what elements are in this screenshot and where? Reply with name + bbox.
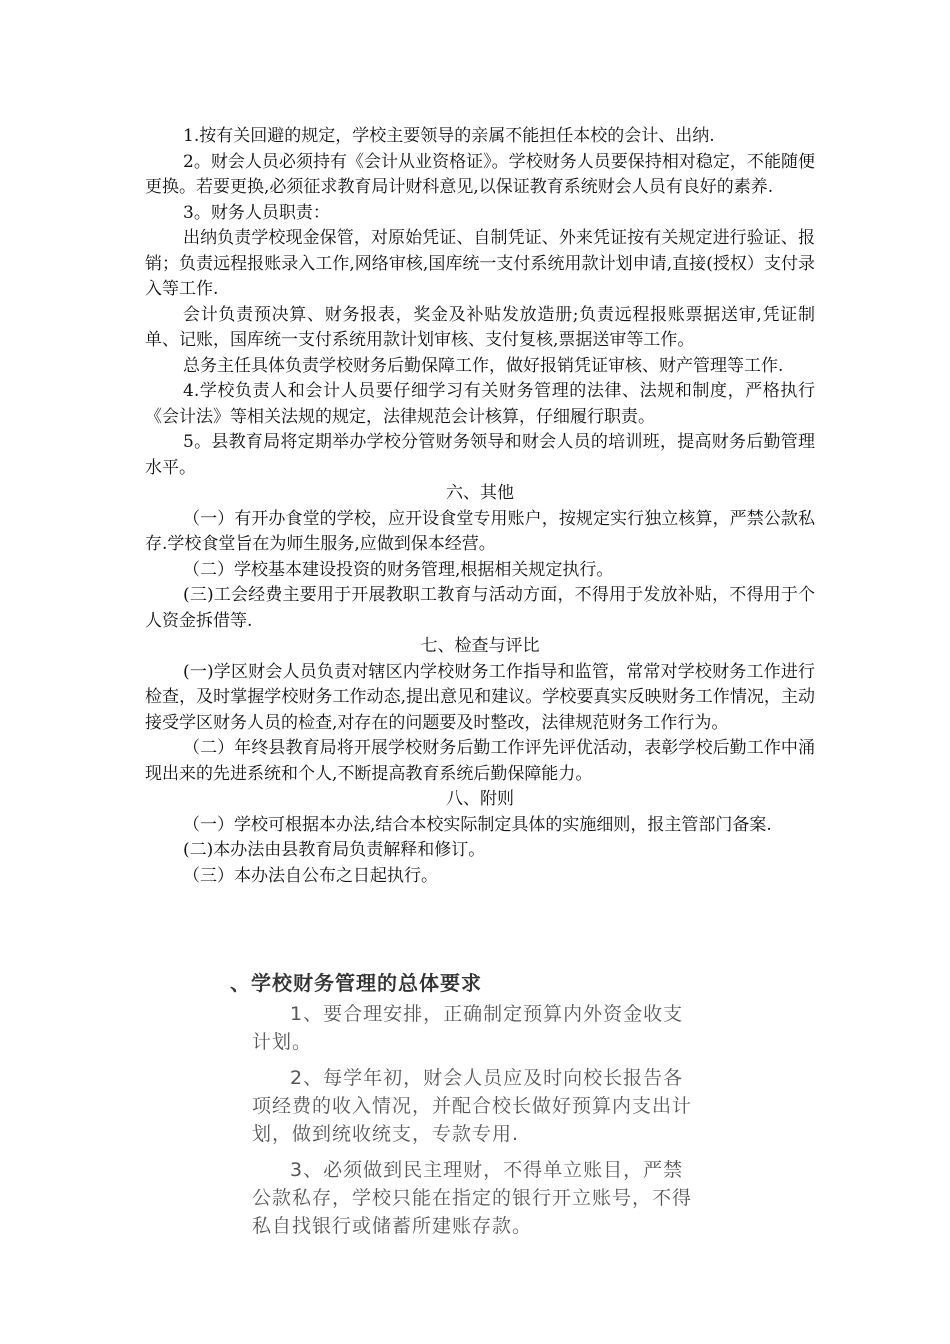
- requirement-report: 2、每学年初，财会人员应及时向校长报告各项经费的收入情况，并配合校长做好预算内支出计划，做到统收统支，专款专用.: [252, 1067, 693, 1145]
- section-heading-other: 六、其他: [446, 483, 514, 503]
- requirement-budget: 1、要合理安排，正确制定预算内外资金收支计划。: [252, 1003, 684, 1053]
- main-body-text: [145, 124, 815, 889]
- section-heading-inspection: 七、检查与评比: [420, 636, 540, 656]
- paragraph-duties-heading: 3。财务人员职责：: [183, 202, 330, 223]
- paragraph-director-duties: 总务主任具体负责学校财务后勤保障工作，做好报销凭证审核、财产管理等工作.: [183, 355, 784, 376]
- paragraph-construction: （二）学校基本建设投资的财务管理,根据相关规定执行。: [183, 559, 614, 580]
- paragraph-supervision: (一)学区财会人员负责对辖区内学校财务工作指导和监管，常常对学校财务工作进行检查，及时掌握学校财务工作动态,提出意见和建议。学校要真实反映财务工作情况，主动接受学区财务人员的检查,对存在的问题要及时整改，法律规范财务工作行为。: [145, 661, 815, 733]
- paragraph-evaluation: （二）年终县教育局将开展学校财务后勤工作评先评优活动，表彰学校后勤工作中涌现出来的先进系统和个人,不断提高教育系统后勤保障能力。: [145, 738, 815, 784]
- general-requirements-section: [230, 968, 693, 1248]
- paragraph-training: 5。县教育局将定期举办学校分管财务领导和财会人员的培训班，提高财务后勤管理水平。: [145, 432, 815, 478]
- paragraph-canteen: （一）有开办食堂的学校，应开设食堂专用账户，按规定实行独立核算，严禁公款私存.学校食堂旨在为师生服务,应做到保本经营。: [145, 508, 815, 554]
- paragraph-accountant-duties: 会计负责预决算、财务报表，奖金及补贴发放造册;负责远程报账票据送审,凭证制单、记账，国库统一支付系统用款计划审核、支付复核,票据送审等工作。: [145, 304, 815, 350]
- paragraph-cashier-duties: 出纳负责学校现金保管，对原始凭证、自制凭证、外来凭证按有关规定进行验证、报销；负责远程报账录入工作,网络审核,国库统一支付系统用款计划申请,直接(授权）支付录入等工作.: [145, 228, 815, 299]
- paragraph-effective-date: （三）本办法自公布之日起执行。: [183, 865, 438, 886]
- paragraph-avoidance-rule: 1.按有关回避的规定，学校主要领导的亲属不能担任本校的会计、出纳.: [183, 126, 715, 146]
- paragraph-certificate-requirement: 2。财会人员必须持有《会计从业资格证》。学校财务人员要保持相对稳定，不能随便更换。若要更换,必须征求教育局计财科意见,以保证教育系统财会人员有良好的素养.: [145, 151, 815, 197]
- paragraph-union-funds: (三)工会经费主要用于开展教职工教育与活动方面，不得用于发放补贴，不得用于个人资金拆借等.: [145, 585, 815, 631]
- general-requirements-title: 、学校财务管理的总体要求: [230, 971, 482, 995]
- paragraph-study-regulations: 4.学校负责人和会计人员要仔细学习有关财务管理的法律、法规和制度，严格执行《会计法》等相关法规的规定，法律规范会计核算，仔细履行职责。: [145, 381, 815, 427]
- requirement-democratic-finance: 3、必须做到民主理财，不得单立账目，严禁公款私存，学校只能在指定的银行开立账号，不得私自找银行或储蓄所建账存款。: [252, 1159, 693, 1237]
- paragraph-implementation-rules: （一）学校可根据本办法,结合本校实际制定具体的实施细则，报主管部门备案.: [183, 814, 772, 835]
- section-heading-appendix: 八、附则: [446, 789, 514, 809]
- paragraph-interpretation: (二)本办法由县教育局负责解释和修订。: [183, 840, 486, 860]
